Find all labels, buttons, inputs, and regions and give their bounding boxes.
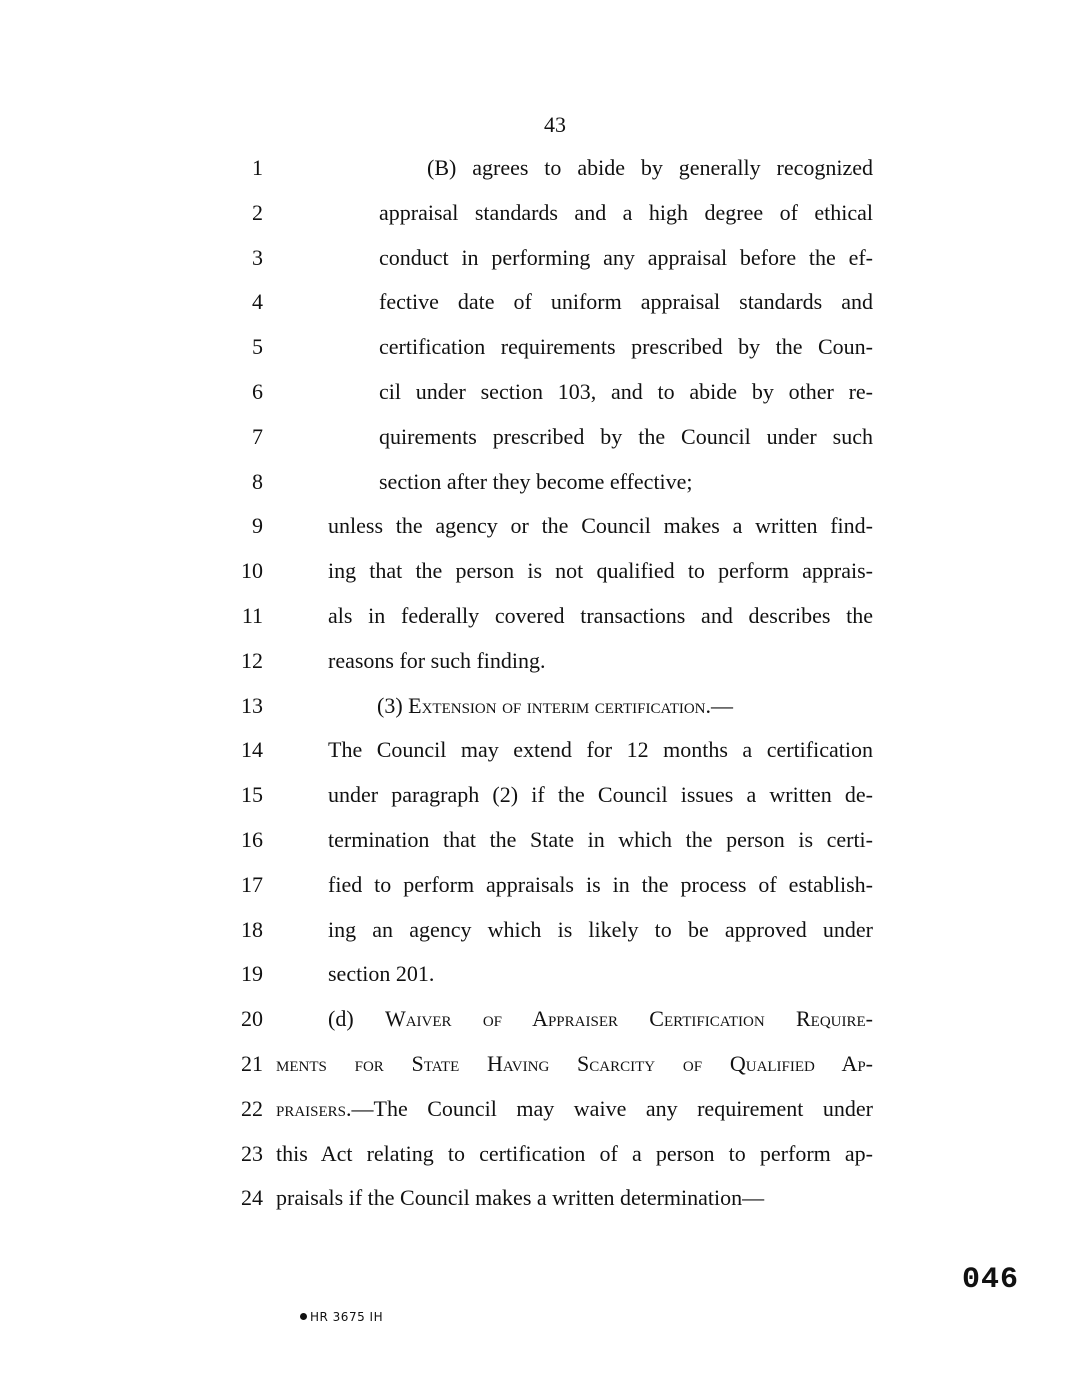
line-text: section 201. <box>328 961 435 987</box>
bullet-icon <box>300 1313 307 1320</box>
line-number: 12 <box>241 647 263 673</box>
line-text: (B) agrees to abide by generally recognized <box>427 155 873 180</box>
line-text: section after they become effective; <box>379 468 693 494</box>
text-line <box>0 245 1067 290</box>
line-number: 11 <box>241 603 263 628</box>
text-line <box>0 1051 1067 1096</box>
heading-small-caps: praisers. <box>276 1095 352 1121</box>
line-number: 14 <box>241 737 263 763</box>
text-line <box>0 737 1067 782</box>
line-number: 2 <box>252 199 263 225</box>
text-line <box>0 1006 1067 1051</box>
line-text: quirements prescribed by the Council under such <box>379 423 873 449</box>
line-number: 22 <box>241 1095 263 1121</box>
heading-small-caps: Extension of interim certification. <box>408 692 712 718</box>
text-line <box>0 1096 1067 1141</box>
page-number: 43 <box>544 112 566 137</box>
line-text: ing that the person is not qualified to perform apprais- <box>328 558 873 584</box>
line-number: 18 <box>241 916 263 942</box>
text-line <box>0 872 1067 917</box>
line-number: 3 <box>252 244 263 270</box>
heading-small-caps: ments for State Having Scarcity of Qualified Ap- <box>276 1051 873 1076</box>
line-number: 8 <box>252 468 263 494</box>
line-number: 24 <box>241 1185 263 1211</box>
line-text <box>276 1051 873 1077</box>
line-text: fective date of uniform appraisal standards and <box>379 289 873 315</box>
line-number: 4 <box>252 289 263 315</box>
line-text: fied to perform appraisals is in the process of establish- <box>328 871 873 897</box>
line-number: 21 <box>241 1051 263 1076</box>
line-text: termination that the State in which the person is certi- <box>328 827 873 852</box>
text-line <box>0 155 1067 200</box>
line-number: 20 <box>241 1006 263 1032</box>
line-text: this Act relating to certification of a person to perform ap- <box>276 1140 873 1166</box>
text-line <box>0 289 1067 334</box>
line-text <box>276 1096 873 1122</box>
line-text: ing an agency which is likely to be approved under <box>328 916 873 942</box>
text-line <box>0 827 1067 872</box>
line-text: certification requirements prescribed by the Coun- <box>379 334 873 360</box>
line-text: The Council may extend for 12 months a certification <box>328 737 873 763</box>
line-text-suffix: —The Council may waive any requirement under <box>351 1095 873 1121</box>
line-text: conduct in performing any appraisal before the ef- <box>379 244 873 270</box>
line-number: 16 <box>241 827 263 852</box>
line-text <box>377 693 873 719</box>
line-number: 9 <box>252 513 263 539</box>
line-number: 7 <box>252 423 263 449</box>
line-text: under paragraph (2) if the Council issues a written de- <box>328 782 873 808</box>
line-number: 6 <box>252 379 263 404</box>
text-line <box>0 558 1067 603</box>
line-text <box>328 1006 873 1032</box>
text-line <box>0 603 1067 648</box>
line-text: cil under section 103, and to abide by other re- <box>379 379 873 404</box>
line-number: 13 <box>241 692 263 718</box>
line-text-suffix: — <box>711 692 734 718</box>
text-line <box>0 200 1067 245</box>
text-line <box>0 693 1067 738</box>
line-number: 15 <box>241 782 263 808</box>
text-line <box>0 648 1067 693</box>
bill-identifier-footer <box>300 1309 383 1325</box>
line-text: praisals if the Council makes a written determination— <box>276 1185 765 1211</box>
line-number: 10 <box>241 558 263 584</box>
line-number: 17 <box>241 871 263 897</box>
line-text: als in federally covered transactions and describes the <box>328 603 873 628</box>
text-line <box>0 379 1067 424</box>
line-text: reasons for such finding. <box>328 647 546 673</box>
text-line <box>0 917 1067 962</box>
line-text: appraisal standards and a high degree of ethical <box>379 199 873 225</box>
heading-small-caps: Waiver of Appraiser Certification Require- <box>384 1006 873 1032</box>
text-line <box>0 961 1067 1006</box>
document-stamp-number: 046 <box>961 1263 1019 1297</box>
text-line <box>0 469 1067 514</box>
bill-identifier: HR 3675 IH <box>310 1310 384 1324</box>
line-text: unless the agency or the Council makes a written find- <box>328 513 873 539</box>
text-line <box>0 782 1067 827</box>
line-number: 1 <box>252 155 263 180</box>
text-line <box>0 424 1067 469</box>
text-line <box>0 1185 1067 1230</box>
text-line <box>0 334 1067 379</box>
line-number: 23 <box>241 1140 263 1166</box>
text-line <box>0 1141 1067 1186</box>
text-line <box>0 513 1067 558</box>
line-number: 19 <box>241 961 263 987</box>
line-text-prefix: (3) <box>377 692 409 718</box>
line-number: 5 <box>252 334 263 360</box>
line-text-prefix: (d) <box>328 1006 385 1032</box>
